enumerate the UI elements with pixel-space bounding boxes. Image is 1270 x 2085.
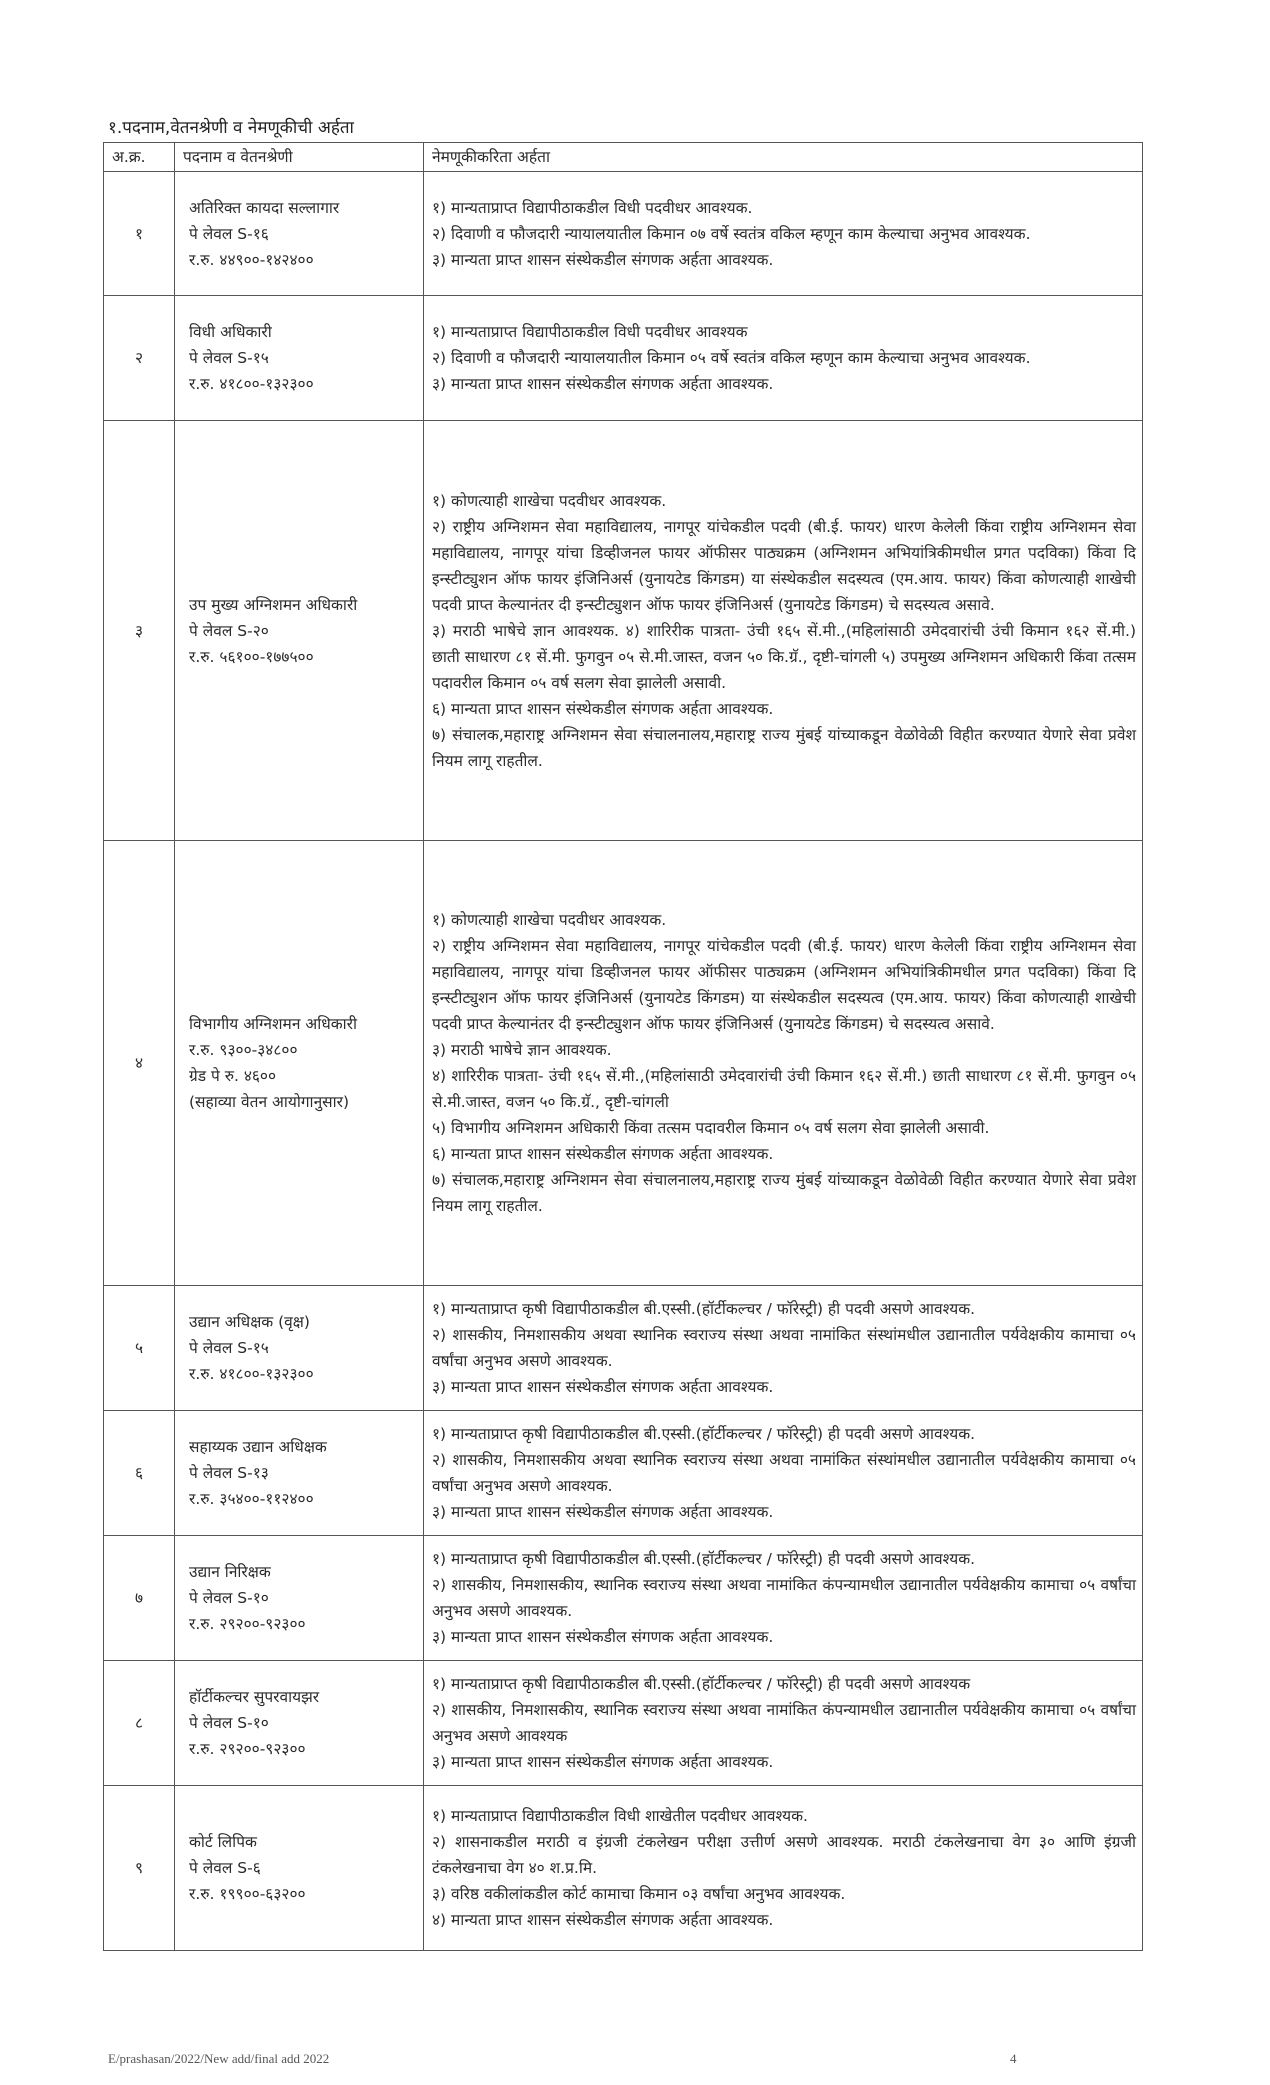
table-row xyxy=(104,1536,1143,1661)
qualification-cell xyxy=(424,1411,1143,1536)
post-title: उप मुख्य अग्निशमन अधिकारी xyxy=(189,595,358,614)
pay-scale-line: पे लेवल S-१५ xyxy=(189,349,269,367)
serial-number: ४ xyxy=(104,841,175,1286)
table-row xyxy=(104,296,1143,421)
qualification-item: ५) विभागीय अग्निशमन अधिकारी किंवा तत्सम पदावरील किमान ०५ वर्ष सलग सेवा झालेली असावी. xyxy=(432,1119,990,1137)
serial-number: ६ xyxy=(104,1411,175,1536)
serial-number: ९ xyxy=(104,1786,175,1951)
qualification-item: १) मान्यताप्राप्त कृषी विद्यापीठाकडील बी.एस्सी.(हॉर्टीकल्चर / फॉरेस्ट्री) ही पदवी असणे आवश्यक. xyxy=(432,1425,976,1443)
qualification-item: १) कोणत्याही शाखेचा पदवीधर आवश्यक. xyxy=(432,911,667,929)
post-and-pay-cell xyxy=(175,1786,424,1951)
post-title: विधी अधिकारी xyxy=(189,323,272,341)
qualification-item: २) शासनाकडील मराठी व इंग्रजी टंकलेखन परीक्षा उत्तीर्ण असणे आवश्यक. मराठी टंकलेखनाचा वेग ३० आणि इंग्रजी टंकलेखनाचा वेग ४० श.प्र.मि. xyxy=(432,1833,1136,1877)
posts-qualification-table xyxy=(103,142,1143,1951)
table-header-row xyxy=(104,143,1143,172)
pay-scale-line: पे लेवल S-१६ xyxy=(189,224,269,243)
qualification-item: ३) मान्यता प्राप्त शासन संस्थेकडील संगणक अर्हता आवश्यक. xyxy=(432,250,774,269)
post-title: सहाय्यक उद्यान अधिक्षक xyxy=(189,1438,327,1456)
qualification-item: ३) वरिष्ठ वकीलांकडील कोर्ट कामाचा किमान ०३ वर्षांचा अनुभव आवश्यक. xyxy=(432,1885,846,1903)
table-row xyxy=(104,1661,1143,1786)
qualification-cell xyxy=(424,841,1143,1286)
post-and-pay-cell xyxy=(175,841,424,1286)
qualification-item: ३) मराठी भाषेचे ज्ञान आवश्यक. ४) शारिरीक पात्रता- उंची १६५ सें.मी.,(महिलांसाठी उमेदवारांची उंची किमान १६२ सें.मी.) छाती साधारण ८१ सें.मी. फुगवुन ०५ से.मी.जास्त, वजन ५० कि.ग्रॅ., दृष्टी-चांगली ५) उपमुख्य अग्निशमन अधिकारी किंवा तत्सम पदावरील किमान ०५ वर्ष सलग सेवा झालेली असावी. xyxy=(432,621,1136,692)
pay-scale-line: पे लेवल S-१३ xyxy=(189,1464,269,1482)
pay-scale-line: पे लेवल S-१० xyxy=(189,1714,269,1732)
post-and-pay-cell xyxy=(175,1536,424,1661)
qualification-item: ६) मान्यता प्राप्त शासन संस्थेकडील संगणक अर्हता आवश्यक. xyxy=(432,699,774,718)
qualification-item: ३) मराठी भाषेचे ज्ञान आवश्यक. xyxy=(432,1041,612,1059)
qualification-item: ३) मान्यता प्राप्त शासन संस्थेकडील संगणक अर्हता आवश्यक. xyxy=(432,1503,774,1521)
table-row xyxy=(104,1411,1143,1536)
table-row xyxy=(104,172,1143,296)
serial-number: ५ xyxy=(104,1286,175,1411)
header-qualification: नेमणूकीकरिता अर्हता xyxy=(424,143,1143,172)
pay-scale-line: ग्रेड पे रु. ४६०० xyxy=(189,1067,277,1085)
qualification-item: ७) संचालक,महाराष्ट्र अग्निशमन सेवा संचालनालय,महाराष्ट्र राज्य मुंबई यांच्याकडून वेळोवेळी विहीत करण्यात येणारे सेवा प्रवेश नियम लागू राहतील. xyxy=(432,1171,1136,1215)
qualification-item: ६) मान्यता प्राप्त शासन संस्थेकडील संगणक अर्हता आवश्यक. xyxy=(432,1145,774,1163)
header-post-pay: पदनाम व वेतनश्रेणी xyxy=(175,143,424,172)
post-and-pay-cell xyxy=(175,1661,424,1786)
post-title: उद्यान निरिक्षक xyxy=(189,1563,271,1581)
pay-scale-line: र.रु. ४४९००-१४२४०० xyxy=(189,250,314,269)
qualification-item: २) दिवाणी व फौजदारी न्यायालयातील किमान ०५ वर्षे स्वतंत्र वकिल म्हणून काम केल्याचा अनुभव आवश्यक. xyxy=(432,349,1031,367)
qualification-item: ४) शारिरीक पात्रता- उंची १६५ सें.मी.,(महिलांसाठी उमेदवारांची उंची किमान १६२ सें.मी.) छाती साधारण ८१ सें.मी. फुगवुन ०५ से.मी.जास्त, वजन ५० कि.ग्रॅ., दृष्टी-चांगली xyxy=(432,1067,1136,1111)
pay-scale-line: पे लेवल S-२० xyxy=(189,621,269,640)
post-and-pay-cell xyxy=(175,1411,424,1536)
pay-scale-line: र.रु. ३५४००-११२४०० xyxy=(189,1490,314,1508)
table-row xyxy=(104,1786,1143,1951)
qualification-item: १) मान्यताप्राप्त विद्यापीठाकडील विधी शाखेतील पदवीधर आवश्यक. xyxy=(432,1807,808,1825)
qualification-item: १) मान्यताप्राप्त विद्यापीठाकडील विधी पदवीधर आवश्यक xyxy=(432,323,748,341)
footer-file-path: E/prashasan/2022/New add/final add 2022 xyxy=(108,2051,330,2066)
post-title: हॉर्टीकल्चर सुपरवायझर xyxy=(189,1688,320,1706)
pay-scale-line: र.रु. ९३००-३४८०० xyxy=(189,1041,298,1059)
qualification-cell xyxy=(424,1786,1143,1951)
qualification-item: १) मान्यताप्राप्त विद्यापीठाकडील विधी पदवीधर आवश्यक. xyxy=(432,198,753,217)
qualification-item: २) राष्ट्रीय अग्निशमन सेवा महाविद्यालय, नागपूर यांचेकडील पदवी (बी.ई. फायर) धारण केलेली किंवा राष्ट्रीय अग्निशमन सेवा महाविद्यालय, नागपूर यांचा डिव्हीजनल फायर ऑफीसर पाठ्यक्रम (अग्निशमन अभियांत्रिकीमधील प्रगत पदविका) किंवा दि इन्स्टीट्युशन ऑफ फायर इंजिनिअर्स (युनायटेड किंगडम) या संस्थेकडील सदस्यत्व (एम.आय. फायर) किंवा कोणत्याही शाखेची पदवी प्राप्त केल्यानंतर दी इन्स्टीट्युशन ऑफ फायर इंजिनिअर्स (युनायटेड किंगडम) चे सदस्यत्व असावे. xyxy=(432,517,1136,614)
post-and-pay-cell xyxy=(175,421,424,841)
serial-number: ३ xyxy=(104,421,175,841)
page-heading: १.पदनाम,वेतनश्रेणी व नेमणूकीची अर्हता xyxy=(108,118,354,138)
qualification-item: ३) मान्यता प्राप्त शासन संस्थेकडील संगणक अर्हता आवश्यक. xyxy=(432,1628,774,1646)
qualification-item: ७) संचालक,महाराष्ट्र अग्निशमन सेवा संचालनालय,महाराष्ट्र राज्य मुंबई यांच्याकडून वेळोवेळी विहीत करण्यात येणारे सेवा प्रवेश नियम लागू राहतील. xyxy=(432,725,1136,770)
serial-number: १ xyxy=(104,172,175,296)
qualification-item: १) मान्यताप्राप्त कृषी विद्यापीठाकडील बी.एस्सी.(हॉर्टीकल्चर / फॉरेस्ट्री) ही पदवी असणे आवश्यक. xyxy=(432,1550,976,1568)
qualification-item: २) शासकीय, निमशासकीय, स्थानिक स्वराज्य संस्था अथवा नामांकित कंपन्यामधील उद्यानातील पर्यवेक्षकीय कामाचा ०५ वर्षांचा अनुभव असणे आवश्यक xyxy=(432,1701,1136,1745)
pay-scale-line: र.रु. ४१८००-१३२३०० xyxy=(189,375,314,393)
qualification-cell xyxy=(424,1536,1143,1661)
table-body xyxy=(104,172,1143,1951)
post-title: विभागीय अग्निशमन अधिकारी xyxy=(189,1015,358,1033)
pay-scale-line: पे लेवल S-१५ xyxy=(189,1339,269,1357)
qualification-item: २) राष्ट्रीय अग्निशमन सेवा महाविद्यालय, नागपूर यांचेकडील पदवी (बी.ई. फायर) धारण केलेली किंवा राष्ट्रीय अग्निशमन सेवा महाविद्यालय, नागपूर यांचा डिव्हीजनल फायर ऑफीसर पाठ्यक्रम (अग्निशमन अभियांत्रिकीमधील प्रगत पदविका) किंवा दि इन्स्टीट्युशन ऑफ फायर इंजिनिअर्स (युनायटेड किंगडम) या संस्थेकडील सदस्यत्व (एम.आय. फायर) किंवा कोणत्याही शाखेची पदवी प्राप्त केल्यानंतर दी इन्स्टीट्युशन ऑफ फायर इंजिनिअर्स (युनायटेड किंगडम) चे सदस्यत्व असावे. xyxy=(432,937,1136,1033)
qualification-item: २) शासकीय, निमशासकीय अथवा स्थानिक स्वराज्य संस्था अथवा नामांकित संस्थांमधील उद्यानातील पर्यवेक्षकीय कामाचा ०५ वर्षांचा अनुभव असणे आवश्यक. xyxy=(432,1451,1136,1495)
qualification-item: ३) मान्यता प्राप्त शासन संस्थेकडील संगणक अर्हता आवश्यक. xyxy=(432,1753,774,1771)
post-title: कोर्ट लिपिक xyxy=(189,1833,257,1851)
qualification-item: १) मान्यताप्राप्त कृषी विद्यापीठाकडील बी.एस्सी.(हॉर्टीकल्चर / फॉरेस्ट्री) ही पदवी असणे आवश्यक xyxy=(432,1675,971,1693)
qualification-cell xyxy=(424,1661,1143,1786)
table-row xyxy=(104,421,1143,841)
pay-scale-line: र.रु. ४१८००-१३२३०० xyxy=(189,1365,314,1383)
post-and-pay-cell xyxy=(175,1286,424,1411)
pay-scale-line: पे लेवल S-६ xyxy=(189,1859,261,1877)
table-row xyxy=(104,1286,1143,1411)
header-serial: अ.क्र. xyxy=(104,143,175,172)
qualification-item: १) मान्यताप्राप्त कृषी विद्यापीठाकडील बी.एस्सी.(हॉर्टीकल्चर / फॉरेस्ट्री) ही पदवी असणे आवश्यक. xyxy=(432,1300,976,1318)
serial-number: ८ xyxy=(104,1661,175,1786)
post-and-pay-cell xyxy=(175,172,424,296)
qualification-item: ४) मान्यता प्राप्त शासन संस्थेकडील संगणक अर्हता आवश्यक. xyxy=(432,1911,774,1929)
qualification-item: ३) मान्यता प्राप्त शासन संस्थेकडील संगणक अर्हता आवश्यक. xyxy=(432,1378,774,1396)
pay-scale-line: र.रु. १९९००-६३२०० xyxy=(189,1885,306,1903)
qualification-cell xyxy=(424,296,1143,421)
page-number: 4 xyxy=(1010,2051,1017,2066)
post-title: उद्यान अधिक्षक (वृक्ष) xyxy=(189,1313,310,1331)
qualification-cell xyxy=(424,421,1143,841)
table-row xyxy=(104,841,1143,1286)
qualification-cell xyxy=(424,172,1143,296)
pay-scale-line: (सहाव्या वेतन आयोगानुसार) xyxy=(189,1093,350,1111)
pay-scale-line: पे लेवल S-१० xyxy=(189,1589,269,1607)
qualification-item: २) शासकीय, निमशासकीय अथवा स्थानिक स्वराज्य संस्था अथवा नामांकित संस्थांमधील उद्यानातील पर्यवेक्षकीय कामाचा ०५ वर्षांचा अनुभव असणे आवश्यक. xyxy=(432,1326,1136,1370)
pay-scale-line: र.रु. २९२००-९२३०० xyxy=(189,1740,306,1758)
pay-scale-line: र.रु. ५६१००-१७७५०० xyxy=(189,647,314,666)
pay-scale-line: र.रु. २९२००-९२३०० xyxy=(189,1615,306,1633)
qualification-item: ३) मान्यता प्राप्त शासन संस्थेकडील संगणक अर्हता आवश्यक. xyxy=(432,375,774,393)
post-and-pay-cell xyxy=(175,296,424,421)
post-title: अतिरिक्त कायदा सल्लागार xyxy=(189,198,340,217)
qualification-cell xyxy=(424,1286,1143,1411)
qualification-item: १) कोणत्याही शाखेचा पदवीधर आवश्यक. xyxy=(432,491,667,510)
serial-number: २ xyxy=(104,296,175,421)
qualification-item: २) शासकीय, निमशासकीय, स्थानिक स्वराज्य संस्था अथवा नामांकित कंपन्यामधील उद्यानातील पर्यवेक्षकीय कामाचा ०५ वर्षांचा अनुभव असणे आवश्यक. xyxy=(432,1576,1136,1620)
serial-number: ७ xyxy=(104,1536,175,1661)
qualification-item: २) दिवाणी व फौजदारी न्यायालयातील किमान ०७ वर्षे स्वतंत्र वकिल म्हणून काम केल्याचा अनुभव आवश्यक. xyxy=(432,224,1031,243)
